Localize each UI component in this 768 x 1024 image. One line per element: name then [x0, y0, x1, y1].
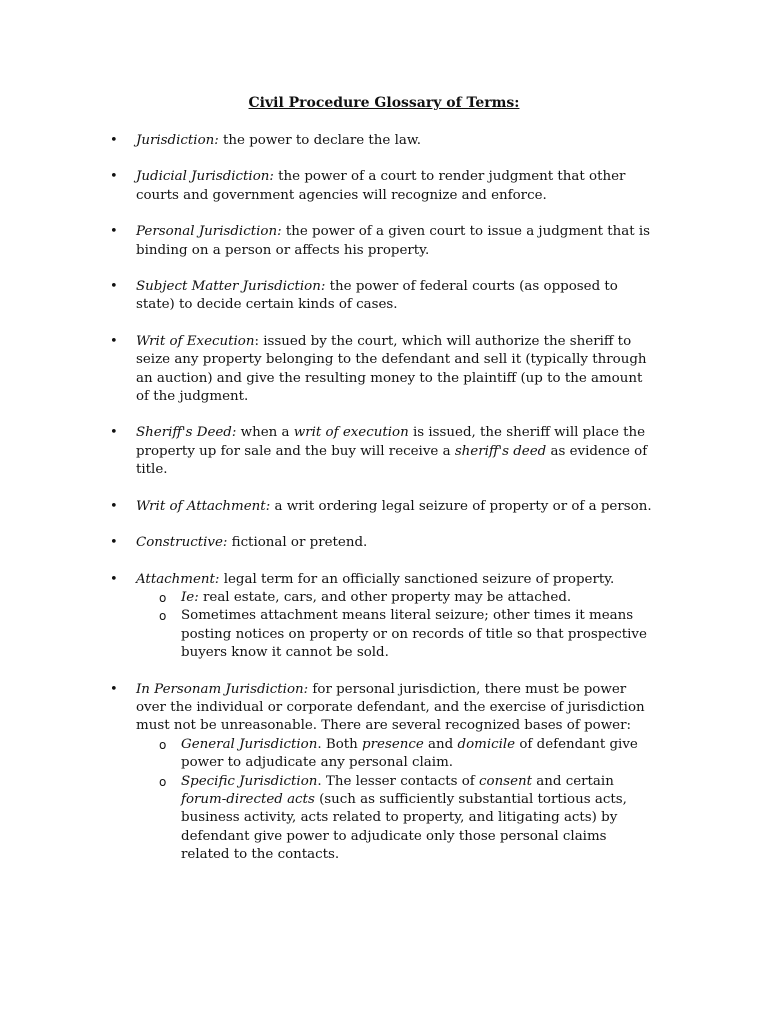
term-emphasis: writ of execution	[293, 425, 409, 441]
glossary-item-jurisdiction	[0, 132, 768, 150]
term-definition: legal term for an officially sanctioned seizure of property.	[219, 571, 615, 587]
sub-item-specific-jurisdiction	[136, 773, 656, 865]
glossary-item-in-personam-jurisdiction	[0, 681, 768, 865]
sub-term-definition-part: . Both	[317, 736, 363, 752]
term-name: In Personam Jurisdiction:	[136, 681, 309, 697]
bullet-icon: •	[110, 224, 118, 240]
bullet-icon: •	[110, 498, 118, 514]
sub-term-name: Ie:	[181, 589, 199, 605]
bullet-icon: •	[110, 535, 118, 551]
sub-term-definition-part: and certain	[532, 773, 614, 789]
sub-term-definition-part: and	[423, 736, 458, 752]
sub-term-definition-part: (such as sufficiently substantial tortious acts, business activity, acts related to property, and litigating acts) by defendant give power to adjudicate only those personal claims related to the contacts.	[181, 791, 627, 863]
glossary-list	[0, 132, 768, 865]
sub-list	[136, 589, 656, 663]
term-definition-part: when a	[236, 425, 294, 441]
sub-term-emphasis: forum-directed acts	[181, 791, 315, 807]
term-name: Personal Jurisdiction:	[136, 224, 282, 240]
glossary-item-constructive	[0, 534, 768, 552]
glossary-item-writ-of-execution	[0, 333, 768, 407]
bullet-icon: •	[110, 133, 118, 148]
term-name: Writ of Attachment:	[136, 498, 271, 514]
glossary-item-attachment	[0, 571, 768, 663]
bullet-icon: •	[110, 333, 118, 349]
term-definition: fictional or pretend.	[227, 535, 368, 551]
sub-term-name: Specific Jurisdiction	[181, 773, 318, 789]
sub-term-emphasis: domicile	[457, 736, 516, 752]
sub-bullet-icon: o	[159, 609, 167, 624]
sub-list	[136, 736, 656, 865]
sub-bullet-icon: o	[159, 737, 167, 752]
glossary-item-personal-jurisdiction	[0, 223, 768, 260]
term-definition: the power to declare the law.	[218, 133, 422, 148]
bullet-icon: •	[110, 425, 118, 441]
sub-term-definition: real estate, cars, and other property may be attached.	[198, 589, 572, 605]
term-definition-part: as evidence of title.	[136, 443, 648, 478]
term-name: Attachment:	[136, 571, 220, 587]
bullet-icon: •	[110, 571, 118, 587]
page-title: Civil Procedure Glossary of Terms:	[248, 95, 520, 111]
sub-term-definition: Sometimes attachment means literal seizure; other times it means posting notices on property or on records of title so that prospective buyers know it cannot be sold.	[181, 608, 647, 661]
sub-item-general-jurisdiction	[136, 736, 656, 773]
sub-term-definition-part: of defendant give power to adjudicate any personal claim.	[181, 736, 638, 771]
sub-term-emphasis: consent	[479, 773, 533, 789]
term-definition: the power of a given court to issue a judgment that is binding on a person or affects his property.	[136, 224, 651, 258]
sub-item-ie	[136, 589, 656, 607]
sub-term-definition-part: . The lesser contacts of	[317, 773, 480, 789]
term-name: Constructive:	[136, 535, 228, 551]
bullet-icon: •	[110, 681, 118, 697]
glossary-item-writ-of-attachment	[0, 498, 768, 516]
term-definition: the power of a court to render judgment that other courts and government agencies will recognize and enforce.	[136, 169, 626, 203]
term-definition: a writ ordering legal seizure of property or of a person.	[270, 498, 652, 514]
sub-term-name: General Jurisdiction	[181, 736, 318, 752]
term-name: Jurisdiction:	[136, 133, 219, 148]
bullet-icon: •	[110, 279, 118, 295]
sub-bullet-icon: o	[159, 590, 167, 605]
term-definition: for personal jurisdiction, there must be power over the individual or corporate defendant, and the exercise of jurisdiction must not be unreasonable. There are several recognized bases of power:	[136, 681, 645, 734]
term-name: Sheriff's Deed:	[136, 425, 237, 441]
sub-item-literal-seizure	[136, 607, 656, 662]
term-definition-part: is issued, the sheriff will place the property up for sale and the buy will receive a	[136, 425, 646, 459]
term-definition: : issued by the court, which will authorize the sheriff to seize any property belonging to the defendant and sell it (typically through an auction) and give the resulting money to the plaintiff (up to the amount of the judgment.	[136, 333, 647, 405]
sub-term-emphasis: presence	[362, 736, 424, 752]
term-name: Judicial Jurisdiction:	[136, 169, 274, 185]
sub-bullet-icon: o	[159, 774, 167, 789]
term-definition: the power of federal courts (as opposed to state) to decide certain kinds of cases.	[136, 279, 618, 313]
term-emphasis: sheriff's deed	[454, 443, 547, 459]
term-name: Subject Matter Jurisdiction:	[136, 279, 326, 295]
bullet-icon: •	[110, 169, 118, 185]
glossary-item-subject-matter-jurisdiction	[0, 278, 768, 315]
glossary-item-sheriffs-deed	[0, 424, 768, 479]
term-name: Writ of Execution	[136, 333, 255, 349]
glossary-item-judicial-jurisdiction	[0, 168, 768, 205]
